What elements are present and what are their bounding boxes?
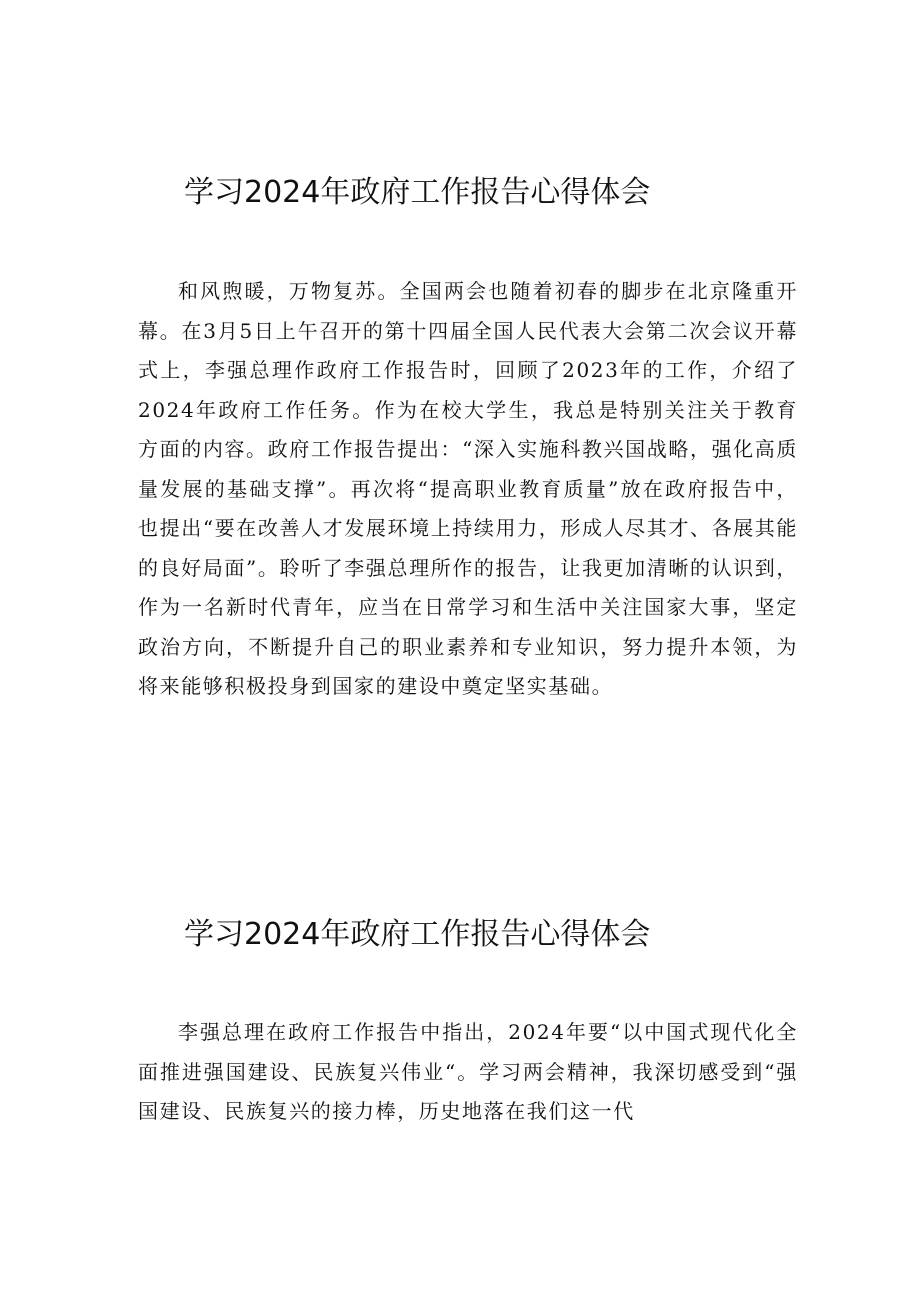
- section-paragraph: 李强总理在政府工作报告中指出，2024年要“以中国式现代化全面推进强国建设、民族复兴伟业“。学习两会精神，我深切感受到“强国建设、民族复兴的接力棒，历史地落在我们这一代: [138, 1020, 798, 1123]
- essay-section-1: [138, 170, 798, 707]
- section-title: 学习2024年政府工作报告心得体会: [184, 917, 651, 952]
- section-paragraph: 和风煦暖，万物复苏。全国两会也随着初春的脚步在北京隆重开幕。在3月5日上午召开的第十四届全国人民代表大会第二次会议开幕式上，李强总理作政府工作报告时，回顾了2023年的工作，介绍了2024年政府工作任务。作为在校大学生，我总是特别关注关于教育方面的内容。政府工作报告提出：“深入实施科教兴国战略，强化高质量发展的基础支撑”。再次将“提高职业教育质量”放在政府报告中，也提出“要在改善人才发展环境上持续用力，形成人尽其才、各展其能的良好局面”。聆听了李强总理所作的报告，让我更加清晰的认识到，作为一名新时代青年，应当在日常学习和生活中关注国家大事，坚定政治方向，不断提升自己的职业素养和专业知识，努力提升本领，为将来能够积极投身到国家的建设中奠定坚实基础。: [138, 279, 798, 698]
- essay-section-2: [138, 912, 798, 1132]
- section-title: 学习2024年政府工作报告心得体会: [184, 175, 651, 210]
